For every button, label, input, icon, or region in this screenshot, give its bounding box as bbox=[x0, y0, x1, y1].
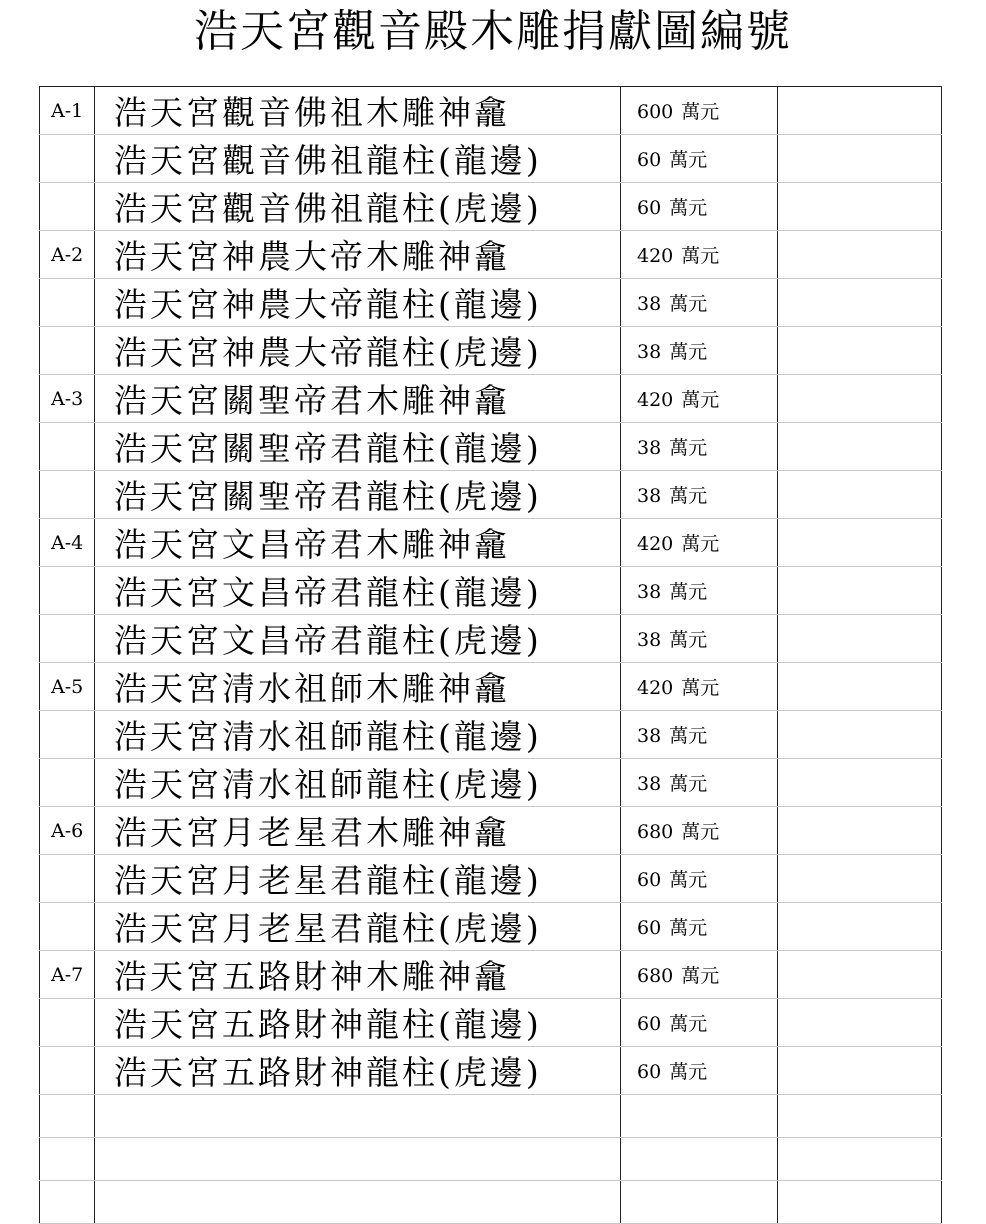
item-code: A-6 bbox=[40, 807, 95, 855]
amount-value: 38 bbox=[637, 725, 662, 747]
item-name: 浩天宮清水祖師龍柱(龍邊) bbox=[95, 711, 621, 759]
donor-cell bbox=[778, 1138, 942, 1181]
donor-cell bbox=[778, 183, 942, 231]
item-code bbox=[40, 1095, 95, 1138]
donor-cell bbox=[778, 87, 942, 135]
donor-cell bbox=[778, 855, 942, 903]
amount-value: 60 bbox=[637, 917, 662, 939]
item-amount bbox=[621, 711, 778, 759]
item-name: 浩天宮五路財神木雕神龕 bbox=[95, 951, 621, 999]
item-amount bbox=[621, 1181, 778, 1224]
table-row bbox=[40, 135, 942, 183]
item-amount bbox=[621, 663, 778, 711]
item-code: A-7 bbox=[40, 951, 95, 999]
item-name: 浩天宮文昌帝君龍柱(龍邊) bbox=[95, 567, 621, 615]
donor-cell bbox=[778, 519, 942, 567]
item-amount bbox=[621, 471, 778, 519]
donor-cell bbox=[778, 615, 942, 663]
item-code bbox=[40, 135, 95, 183]
amount-value: 38 bbox=[637, 629, 662, 651]
item-name: 浩天宮清水祖師龍柱(虎邊) bbox=[95, 759, 621, 807]
donor-cell bbox=[778, 1181, 942, 1224]
item-code bbox=[40, 759, 95, 807]
table-row bbox=[40, 1095, 942, 1138]
item-name: 浩天宮清水祖師木雕神龕 bbox=[95, 663, 621, 711]
item-amount bbox=[621, 231, 778, 279]
amount-unit: 萬元 bbox=[669, 581, 708, 603]
item-name: 浩天宮神農大帝龍柱(虎邊) bbox=[95, 327, 621, 375]
amount-value: 420 bbox=[637, 389, 674, 411]
amount-unit: 萬元 bbox=[669, 917, 708, 939]
amount-value: 38 bbox=[637, 485, 662, 507]
item-code: A-4 bbox=[40, 519, 95, 567]
amount-unit: 萬元 bbox=[669, 437, 708, 459]
item-code bbox=[40, 471, 95, 519]
donor-cell bbox=[778, 423, 942, 471]
table-row bbox=[40, 87, 942, 135]
item-amount bbox=[621, 423, 778, 471]
table-row bbox=[40, 375, 942, 423]
amount-unit: 萬元 bbox=[669, 773, 708, 795]
table-row bbox=[40, 903, 942, 951]
item-name: 浩天宮觀音佛祖木雕神龕 bbox=[95, 87, 621, 135]
item-amount bbox=[621, 1095, 778, 1138]
item-amount bbox=[621, 1047, 778, 1095]
item-name: 浩天宮月老星君龍柱(龍邊) bbox=[95, 855, 621, 903]
donor-cell bbox=[778, 1095, 942, 1138]
table-row bbox=[40, 1138, 942, 1181]
table-row bbox=[40, 567, 942, 615]
item-code: A-3 bbox=[40, 375, 95, 423]
table-row bbox=[40, 663, 942, 711]
item-name: 浩天宮文昌帝君木雕神龕 bbox=[95, 519, 621, 567]
table-row bbox=[40, 759, 942, 807]
item-amount bbox=[621, 759, 778, 807]
item-name: 浩天宮神農大帝龍柱(龍邊) bbox=[95, 279, 621, 327]
amount-value: 60 bbox=[637, 1013, 662, 1035]
item-code bbox=[40, 279, 95, 327]
table-row bbox=[40, 1181, 942, 1224]
item-code bbox=[40, 711, 95, 759]
item-name: 浩天宮神農大帝木雕神龕 bbox=[95, 231, 621, 279]
amount-value: 38 bbox=[637, 581, 662, 603]
table-row bbox=[40, 807, 942, 855]
donor-cell bbox=[778, 1047, 942, 1095]
amount-unit: 萬元 bbox=[681, 677, 720, 699]
item-amount bbox=[621, 1138, 778, 1181]
item-amount bbox=[621, 375, 778, 423]
amount-value: 38 bbox=[637, 437, 662, 459]
page-title: 浩天宮觀音殿木雕捐獻圖編號 bbox=[194, 6, 792, 57]
item-code bbox=[40, 999, 95, 1047]
item-name bbox=[95, 1138, 621, 1181]
donor-cell bbox=[778, 951, 942, 999]
item-amount bbox=[621, 183, 778, 231]
table-row bbox=[40, 615, 942, 663]
donor-cell bbox=[778, 375, 942, 423]
item-name: 浩天宮關聖帝君木雕神龕 bbox=[95, 375, 621, 423]
table-row bbox=[40, 1047, 942, 1095]
item-name: 浩天宮五路財神龍柱(虎邊) bbox=[95, 1047, 621, 1095]
item-code bbox=[40, 903, 95, 951]
table-row bbox=[40, 183, 942, 231]
amount-value: 680 bbox=[637, 821, 674, 843]
item-name: 浩天宮月老星君龍柱(虎邊) bbox=[95, 903, 621, 951]
item-amount bbox=[621, 807, 778, 855]
item-amount bbox=[621, 999, 778, 1047]
item-amount bbox=[621, 567, 778, 615]
amount-unit: 萬元 bbox=[669, 341, 708, 363]
item-name: 浩天宮五路財神龍柱(龍邊) bbox=[95, 999, 621, 1047]
item-code bbox=[40, 1047, 95, 1095]
amount-unit: 萬元 bbox=[669, 629, 708, 651]
item-amount bbox=[621, 903, 778, 951]
amount-value: 680 bbox=[637, 965, 674, 987]
item-code: A-1 bbox=[40, 87, 95, 135]
table-row bbox=[40, 279, 942, 327]
donor-cell bbox=[778, 999, 942, 1047]
table-row bbox=[40, 327, 942, 375]
donor-cell bbox=[778, 903, 942, 951]
item-code bbox=[40, 855, 95, 903]
item-code bbox=[40, 1181, 95, 1224]
item-amount bbox=[621, 855, 778, 903]
amount-unit: 萬元 bbox=[669, 1061, 708, 1083]
item-name: 浩天宮觀音佛祖龍柱(虎邊) bbox=[95, 183, 621, 231]
amount-unit: 萬元 bbox=[669, 149, 708, 171]
item-name bbox=[95, 1181, 621, 1224]
item-code bbox=[40, 183, 95, 231]
item-code bbox=[40, 423, 95, 471]
donor-cell bbox=[778, 807, 942, 855]
amount-unit: 萬元 bbox=[669, 869, 708, 891]
amount-value: 60 bbox=[637, 1061, 662, 1083]
item-name: 浩天宮觀音佛祖龍柱(龍邊) bbox=[95, 135, 621, 183]
item-amount bbox=[621, 615, 778, 663]
amount-unit: 萬元 bbox=[669, 1013, 708, 1035]
table-row bbox=[40, 951, 942, 999]
table-row bbox=[40, 855, 942, 903]
item-code: A-2 bbox=[40, 231, 95, 279]
item-amount bbox=[621, 519, 778, 567]
amount-unit: 萬元 bbox=[681, 533, 720, 555]
item-name: 浩天宮關聖帝君龍柱(龍邊) bbox=[95, 423, 621, 471]
donor-cell bbox=[778, 279, 942, 327]
amount-unit: 萬元 bbox=[681, 965, 720, 987]
donor-cell bbox=[778, 663, 942, 711]
amount-value: 60 bbox=[637, 197, 662, 219]
item-name: 浩天宮關聖帝君龍柱(虎邊) bbox=[95, 471, 621, 519]
amount-unit: 萬元 bbox=[669, 725, 708, 747]
amount-value: 38 bbox=[637, 293, 662, 315]
amount-unit: 萬元 bbox=[681, 101, 720, 123]
amount-value: 420 bbox=[637, 677, 674, 699]
amount-value: 420 bbox=[637, 245, 674, 267]
amount-unit: 萬元 bbox=[681, 821, 720, 843]
amount-unit: 萬元 bbox=[681, 389, 720, 411]
item-amount bbox=[621, 951, 778, 999]
donor-cell bbox=[778, 135, 942, 183]
donor-cell bbox=[778, 471, 942, 519]
table-row bbox=[40, 423, 942, 471]
table-row bbox=[40, 519, 942, 567]
amount-unit: 萬元 bbox=[669, 197, 708, 219]
item-amount bbox=[621, 327, 778, 375]
item-amount bbox=[621, 279, 778, 327]
item-amount bbox=[621, 135, 778, 183]
table-row bbox=[40, 711, 942, 759]
item-name bbox=[95, 1095, 621, 1138]
donor-cell bbox=[778, 327, 942, 375]
donation-table bbox=[39, 86, 942, 1224]
amount-value: 600 bbox=[637, 101, 674, 123]
amount-unit: 萬元 bbox=[681, 245, 720, 267]
amount-unit: 萬元 bbox=[669, 485, 708, 507]
item-code bbox=[40, 1138, 95, 1181]
donor-cell bbox=[778, 567, 942, 615]
table-row bbox=[40, 231, 942, 279]
item-name: 浩天宮文昌帝君龍柱(虎邊) bbox=[95, 615, 621, 663]
donor-cell bbox=[778, 231, 942, 279]
item-code: A-5 bbox=[40, 663, 95, 711]
item-code bbox=[40, 615, 95, 663]
table-row bbox=[40, 471, 942, 519]
donor-cell bbox=[778, 759, 942, 807]
amount-value: 420 bbox=[637, 533, 674, 555]
amount-value: 60 bbox=[637, 149, 662, 171]
item-code bbox=[40, 567, 95, 615]
amount-unit: 萬元 bbox=[669, 293, 708, 315]
donation-table-body bbox=[40, 87, 942, 1224]
amount-value: 38 bbox=[637, 341, 662, 363]
item-code bbox=[40, 327, 95, 375]
item-amount bbox=[621, 87, 778, 135]
item-name: 浩天宮月老星君木雕神龕 bbox=[95, 807, 621, 855]
amount-value: 60 bbox=[637, 869, 662, 891]
donor-cell bbox=[778, 711, 942, 759]
table-row bbox=[40, 999, 942, 1047]
amount-value: 38 bbox=[637, 773, 662, 795]
